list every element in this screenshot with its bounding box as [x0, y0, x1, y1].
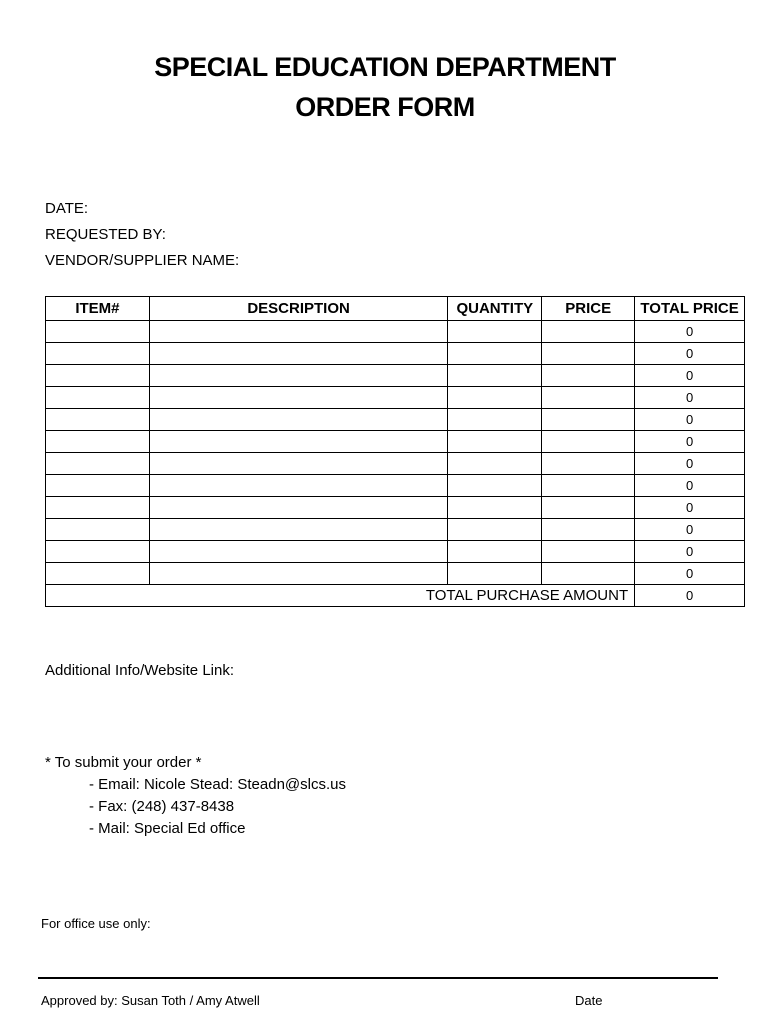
total-price-cell: 0: [635, 409, 745, 431]
quantity-cell[interactable]: [448, 541, 542, 563]
total-price-cell: 0: [635, 563, 745, 585]
total-row: [46, 585, 745, 607]
item-cell[interactable]: [46, 497, 150, 519]
form-title-line1: SPECIAL EDUCATION DEPARTMENT: [154, 52, 616, 82]
table-row: [46, 497, 745, 519]
submit-email: - Email: Nicole Stead: Steadn@slcs.us: [89, 776, 346, 793]
total-purchase-label: TOTAL PURCHASE AMOUNT: [46, 585, 635, 607]
description-cell[interactable]: [149, 475, 447, 497]
additional-info-label: Additional Info/Website Link:: [45, 662, 235, 679]
total-price-cell: 0: [635, 453, 745, 475]
total-price-cell: 0: [635, 365, 745, 387]
table-header-row: [46, 297, 745, 321]
price-cell[interactable]: [542, 475, 635, 497]
total-price-cell: 0: [635, 343, 745, 365]
total-price-cell: 0: [635, 497, 745, 519]
submit-mail: - Mail: Special Ed office: [89, 820, 246, 837]
order-table: [45, 296, 745, 607]
total-price-cell: 0: [635, 475, 745, 497]
col-header-description: DESCRIPTION: [149, 297, 447, 321]
submit-heading: * To submit your order *: [45, 754, 202, 771]
item-cell[interactable]: [46, 387, 150, 409]
col-header-quantity: QUANTITY: [448, 297, 542, 321]
price-cell[interactable]: [542, 343, 635, 365]
total-price-cell: 0: [635, 519, 745, 541]
quantity-cell[interactable]: [448, 563, 542, 585]
approval-date-label: Date: [575, 993, 603, 1008]
quantity-cell[interactable]: [448, 453, 542, 475]
quantity-cell[interactable]: [448, 409, 542, 431]
table-row: [46, 343, 745, 365]
description-cell[interactable]: [149, 431, 447, 453]
description-cell[interactable]: [149, 453, 447, 475]
description-cell[interactable]: [149, 409, 447, 431]
table-row: [46, 321, 745, 343]
item-cell[interactable]: [46, 365, 150, 387]
submit-instructions: [45, 752, 346, 840]
requested-by-label: REQUESTED BY:: [45, 226, 166, 243]
col-header-item: ITEM#: [46, 297, 150, 321]
table-row: [46, 365, 745, 387]
item-cell[interactable]: [46, 431, 150, 453]
item-cell[interactable]: [46, 409, 150, 431]
price-cell[interactable]: [542, 321, 635, 343]
total-price-cell: 0: [635, 387, 745, 409]
description-cell[interactable]: [149, 563, 447, 585]
table-row: [46, 563, 745, 585]
quantity-cell[interactable]: [448, 431, 542, 453]
vendor-label: VENDOR/SUPPLIER NAME:: [45, 252, 240, 269]
quantity-cell[interactable]: [448, 387, 542, 409]
signature-line: [38, 977, 718, 979]
description-cell[interactable]: [149, 519, 447, 541]
quantity-cell[interactable]: [448, 343, 542, 365]
table-row: [46, 409, 745, 431]
table-row: [46, 387, 745, 409]
quantity-cell[interactable]: [448, 497, 542, 519]
price-cell[interactable]: [542, 563, 635, 585]
table-row: [46, 541, 745, 563]
description-cell[interactable]: [149, 365, 447, 387]
description-cell[interactable]: [149, 541, 447, 563]
submit-fax: - Fax: (248) 437-8438: [89, 798, 235, 815]
approved-by-label: Approved by: Susan Toth / Amy Atwell: [41, 993, 260, 1008]
table-row: [46, 431, 745, 453]
total-price-cell: 0: [635, 541, 745, 563]
table-row: [46, 475, 745, 497]
quantity-cell[interactable]: [448, 365, 542, 387]
col-header-price: PRICE: [542, 297, 635, 321]
total-purchase-value: 0: [635, 585, 745, 607]
total-price-cell: 0: [635, 321, 745, 343]
item-cell[interactable]: [46, 519, 150, 541]
price-cell[interactable]: [542, 431, 635, 453]
form-title-line2: ORDER FORM: [295, 92, 475, 122]
item-cell[interactable]: [46, 563, 150, 585]
price-cell[interactable]: [542, 409, 635, 431]
table-row: [46, 519, 745, 541]
table-row: [46, 453, 745, 475]
price-cell[interactable]: [542, 365, 635, 387]
item-cell[interactable]: [46, 321, 150, 343]
quantity-cell[interactable]: [448, 519, 542, 541]
col-header-total-price: TOTAL PRICE: [635, 297, 745, 321]
description-cell[interactable]: [149, 343, 447, 365]
description-cell[interactable]: [149, 387, 447, 409]
item-cell[interactable]: [46, 343, 150, 365]
price-cell[interactable]: [542, 453, 635, 475]
price-cell[interactable]: [542, 519, 635, 541]
quantity-cell[interactable]: [448, 321, 542, 343]
quantity-cell[interactable]: [448, 475, 542, 497]
price-cell[interactable]: [542, 387, 635, 409]
description-cell[interactable]: [149, 321, 447, 343]
price-cell[interactable]: [542, 497, 635, 519]
price-cell[interactable]: [542, 541, 635, 563]
office-use-label: For office use only:: [41, 916, 151, 931]
item-cell[interactable]: [46, 541, 150, 563]
description-cell[interactable]: [149, 497, 447, 519]
total-price-cell: 0: [635, 431, 745, 453]
date-label: DATE:: [45, 200, 89, 217]
item-cell[interactable]: [46, 475, 150, 497]
item-cell[interactable]: [46, 453, 150, 475]
